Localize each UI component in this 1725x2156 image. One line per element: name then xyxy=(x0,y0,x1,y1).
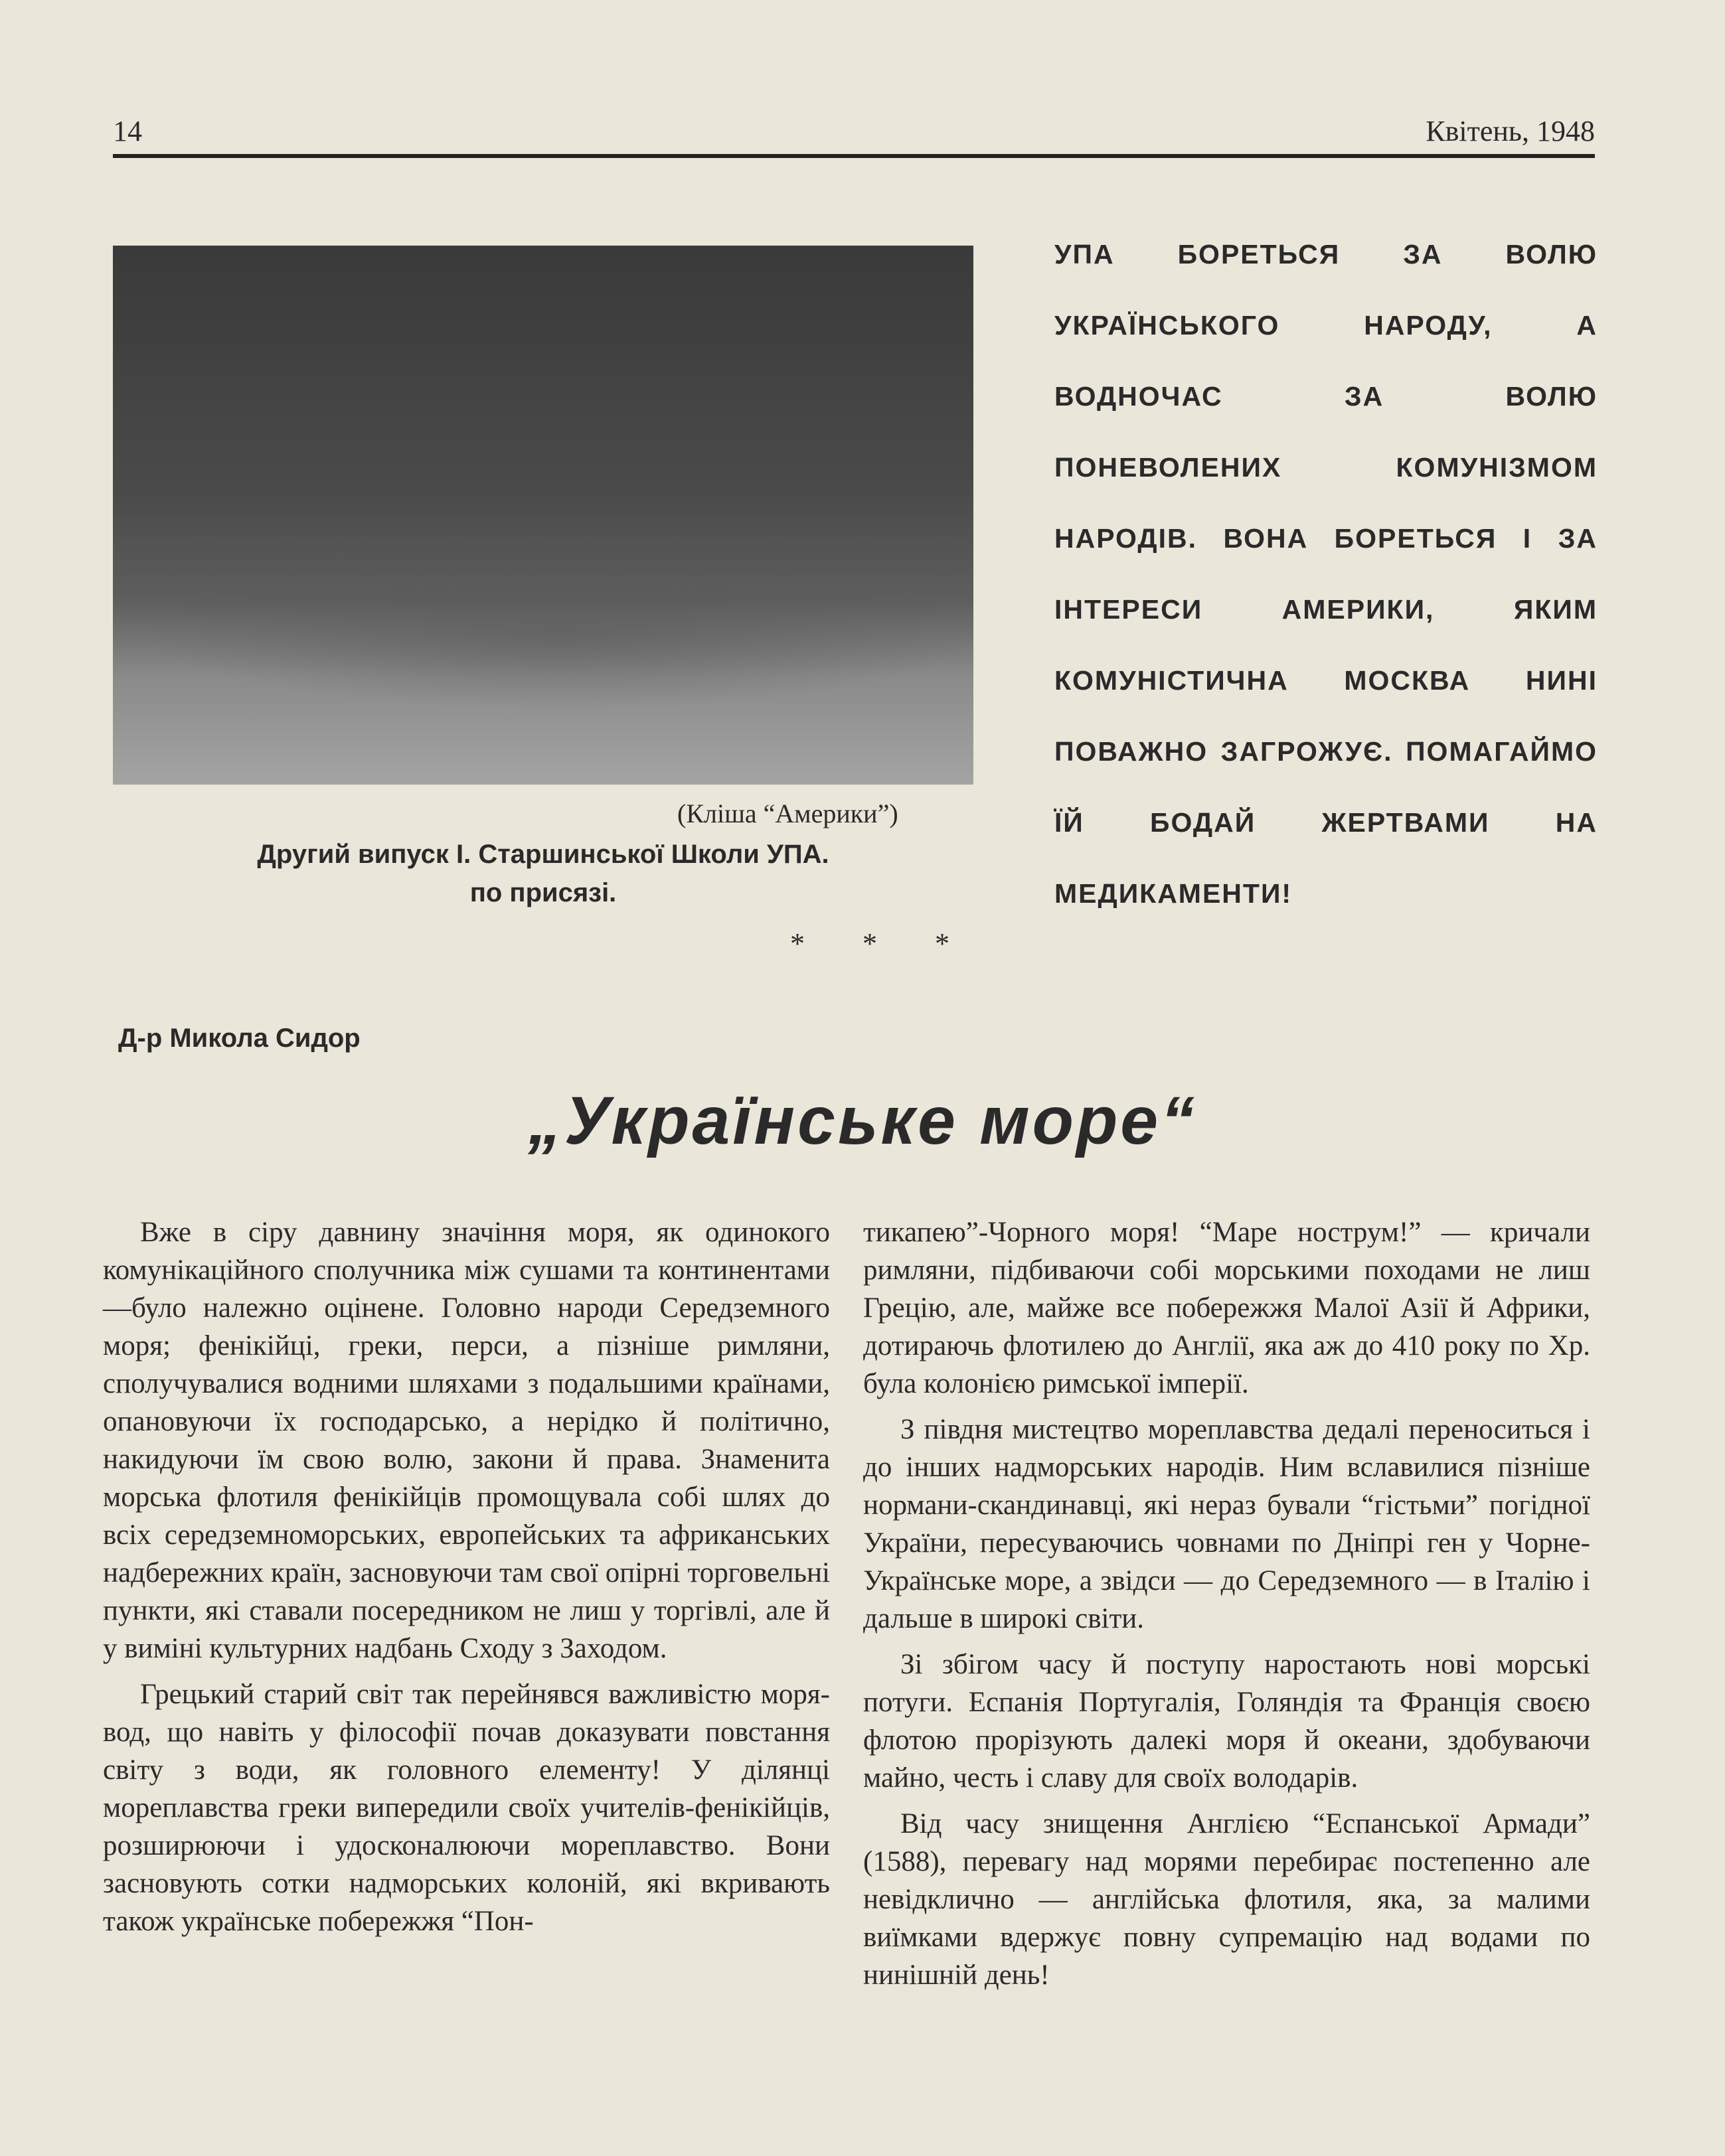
photo-caption-line-1: Другий випуск І. Старшинської Школи УПА. xyxy=(257,840,829,869)
section-separator: * * * xyxy=(790,927,975,960)
upa-appeal-text: УПА БОРЕТЬСЯ ЗА ВОЛЮ УКРАЇНСЬКОГО НАРОДУ, А ВОДНОЧАС ЗА ВОЛЮ ПОНЕВОЛЕНИХ КОМУНІЗМОМ НАРОДІВ. ВОНА БОРЕТЬСЯ І ЗА ІНТЕРЕСИ АМЕРИКИ, ЯКИМ КОМУНІСТИЧНА МОСКВА НИНІ ПОВАЖНО ЗАГРОЖУЄ. ПОМАГАЙМО ЇЙ БОДАЙ ЖЕРТВАМИ НА МЕДИКАМЕНТИ! xyxy=(1054,239,1598,909)
article-author: Д-р Микола Сидор xyxy=(118,1024,361,1053)
paragraph: тикапею”-Чорного моря! “Маре нострум!” — кричали римляни, підбиваючи собі морськими походами не лиш Грецію, але, майже все побережжя Малої Азії й Африки, дотираючь флотилею до Англії, яка аж до 410 року по Хр. була колонією римської імперії. xyxy=(863,1217,1590,1399)
page-number: 14 xyxy=(113,115,142,147)
paragraph: Вже в сіру давнину значіння моря, як одинокого комунікаційного сполучника між сушами та континентами—було належно оцінене. Головно народи Середземного моря; фенікійці, греки, перси, а пізніше римляни, сполучувалися водними шляхами з подальшими країнами, опановуючи їх господарсько, а нерідко й політично, накидуючи їм свою волю, закони й права. Знаменита морська флотиля фенікійців промощувала собі шлях до всіх середземноморських, европейських та африканських надбережних країн, засновуючи там свої опірні торговельні пункти, які ставали посередником не лиш у торгівлі, але й у виміні культурних надбань Сходу з Заходом. xyxy=(103,1217,830,1664)
photo-caption xyxy=(113,835,973,912)
upa-graduation-photo xyxy=(113,246,973,785)
paragraph: З півдня мистецтво мореплавства дедалі переноситься і до інших надморських народів. Ним вславилися пізніше нормани-скандинавці, які нераз бували “гістьми” погідної України, пересуваючись човнами по Дніпрі ген у Чорне-Українське море, а звідси — до Середземного — в Італію і дальше в широкі світи. xyxy=(863,1414,1590,1634)
issue-date: Квітень, 1948 xyxy=(1426,115,1595,147)
paragraph: Від часу знищення Англією “Еспанської Армади” (1588), перевагу над морями перебирає постепенно але невідклично — англійська флотиля, яка, за малими виїмками вдержує повну супремацію над водами по нинішній день! xyxy=(863,1808,1590,1991)
article-column-left xyxy=(103,1213,830,1948)
header-rule xyxy=(113,154,1595,158)
photo-caption-line-2: по присязі. xyxy=(469,878,617,907)
article-title: „Українське море“ xyxy=(527,1083,1198,1158)
article-column-right xyxy=(863,1213,1590,2002)
paragraph: Зі збігом часу й поступу наростають нові морські потуги. Еспанія Португалія, Голяндія та Франція своєю флотою прорізують далекі моря й океани, здобуваючи майно, честь і славу для своїх володарів. xyxy=(863,1649,1590,1794)
photo-credit: (Кліша “Америки”) xyxy=(677,799,898,828)
paragraph: Грецький старий світ так перейнявся важливістю моря-вод, що навіть у філософії почав доказувати повстання світу з води, як головного елементу! У ділянці мореплавства греки випередили своїх учителів-фенікійців, розширюючи і удосконалюючи мореплавство. Вони засновують сотки надморських колоній, які вкривають також українське побережжя “Пон- xyxy=(103,1679,830,1937)
